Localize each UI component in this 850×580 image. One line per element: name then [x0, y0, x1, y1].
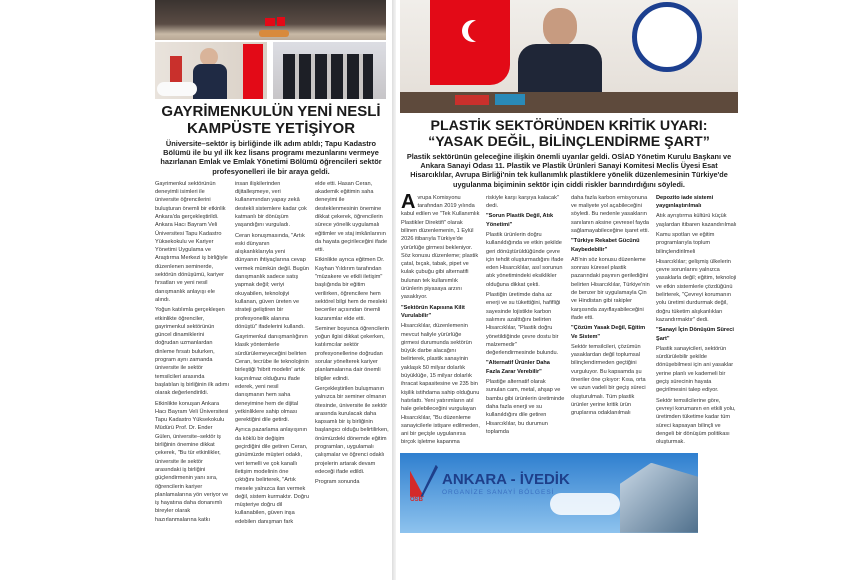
left-column-1: [155, 180, 229, 528]
paragraph: Plastik sanayicileri, sektörün sürdürülebilir şekilde dönüşebilmesi için ani yasaklar yerine planlı ve kademeli bir geçiş sürecinin hayata geçirilmesini talep ediyor.: [656, 345, 734, 394]
paragraph: Ceran konuşmasında, "Artık eski dünyanın alışkanlıklarıyla yeni dünyanın ihtiyaçlarına cevap vermek mümkün değil. Bugün danışmanlık sadece satış yapmak değil; veriyi okuyabilen, teknolojiyi kullanan, güven üreten ve strateji geliştiren bir profesyonellik alanına dönüştü" ifadelerini kullandı.: [235, 232, 309, 330]
paragraph: Etkinlikte konuşan Ankara Hacı Bayram Veli Üniversitesi Tapu Kadastro Yüksekokulu Müdürü Prof. Dr. Ender Gülen, üniversite–sektör iş birliğinin önemine dikkat çekerek, "Bu tür etkinlikler, üniversite ile sektör arasındaki iş birliğini güçlendirmenin yanı sıra, öğrencilerin kariyer planlamalarına yön veriyor ve iş hayatına daha donanımlı bireyler olarak hazırlanmalarına katkı: [155, 400, 229, 523]
paragraph: AB'nin söz konusu düzenleme sonrası küresel plastik pazarındaki payının gerilediğini belirten Hisarcıklılar, Türkiye'nin de benzer bir uygulamayla Çin ve Hindistan gibi rakipler karşısında zayıflayabileceğini ifade etti.: [571, 256, 650, 321]
paragraph: Plastiğin üretimde daha az enerji ve su tükettiğini, hafifliği sayesinde lojistikte karbon salımını azalttığını belirten Hisarcıklılar, "Plastik doğru yönetildiğinde çevre dostu bir malzemedir" değerlendirmesinde bulundu.: [486, 292, 561, 357]
paragraph: Ayrıca pazarlama anlayışının da köklü bir değişim geçirdiğini dile getiren Ceran, günümüzde müşteri odaklı, veri temelli ve çok kanallı iletişim modelinin öne çıktığını belirterek, "Artık mesele yalnızca ilan vermek değil, sistem kurmaktır. Doğru müşteriye doğru dil kullanabilen, güven inşa edebilen danışman fark: [235, 427, 309, 525]
right-headline-line-2: “YASAK DEĞİL, BİLİNÇLENDİRME ŞART”: [428, 134, 710, 150]
paragraph: Etkinlikte ayrıca eğitmen Dr. Kayhan Yıldırım tarafından "müzakere ve etkili iletişim" başlığında bir eğitim verilirken, öğrencilere hem sektörel bilgi hem de mesleki beceriler açısından önemli kazanımlar elde etti.: [315, 257, 387, 322]
paragraph: Seminer boyunca öğrencilerin yoğun ilgisi dikkat çekerken, katılımcılar sektör profesyonellerine doğrudan sorular yönelterek kariyer planlamalarına dair önemli bilgiler edindi.: [315, 325, 390, 382]
right-column-2: [486, 194, 565, 449]
right-column-4: [656, 194, 739, 449]
subheading: Depozito iade sistemi yaygınlaştırılmalı: [656, 194, 714, 210]
right-column-1: [401, 190, 480, 449]
paragraph: daha fazla karbon emisyonuna ve maliyete yol açabileceğini söyledi. Bu nedenle yasakların sanılanın aksine çevresel fayda sağlamayabileceğine işaret etti.: [571, 194, 650, 234]
right-page: [396, 0, 746, 533]
paragraph: vrupa Komisyonu tarafından 2019 yılında kabul edilen ve "Tek Kullanımlık Plastikler Direktifi" olarak bilinen düzenlemenin, 1 Eylül 2026 itibarıyla Türkiye'de yürürlüğe girmesi bekleniyor. Söz konusu düzenleme; plastik çatal, bıçak, tabak, pipet ve kulak çubuğu gibi alternatifi bulunan tek kullanımlık ürünlerin piyasaya arzını yasaklıyor.: [401, 194, 480, 301]
paragraph: elde etti. Hasan Ceran, akademik eğitimin saha deneyimi ile desteklenmesinin önemine dikkat çekerek, öğrencilerin sürece yönelik uygulamalı eğitimler ve staj imkânlarının da hayata geçirileceğini ifade etti.: [315, 180, 388, 254]
osb-logo: OSB: [410, 465, 438, 505]
paragraph: Hisarcıklılar, düzenlemenin mevcut haliyle yürürlüğe girmesi durumunda sektörün büyük darbe alacağını belirterek, plastik sanayinin yaklaşık 50 milyar dolarlık büyüklüğe, 15 milyar dolarlık ihracat kapasitesine ve 235 bin kişilik istihdama sahip olduğunu hatırlattı. Yeni yatırımların atıl hale gelebileceğini vurgulayan Hisarcıklılar, "Bu düzenleme sanayicilerle istişare edilmeden, ani bir geçişle uygulanırsa birçok işletme kapanma: [401, 323, 480, 446]
right-deck: Plastik sektörünün geleceğine ilişkin önemli uyarılar geldi. OSİAD Yönetim Kurulu Başkanı ve Ankara Sanayi Odası 11. Plastik ve Plastik Ürünleri Sanayi Komitesi Meclis Üyesi Esat Hisarcıklılar, Avrupa Birliği'nin tek kullanımlık plastiklere yönelik düzenlemesinin Türkiye'de uygulanma biçiminin sektör için ciddi riskler barındırdığını söyledi.: [406, 152, 732, 189]
paragraph: Kamu spotları ve eğitim programlarıyla toplum bilinçlendirilmeli: [656, 232, 715, 255]
paragraph: Plastik ürünlerin doğru kullanıldığında ve etkin şekilde geri dönüştürüldüğünde çevre için tehdit oluşturmadığını ifade eden Hisarcıklılar, asıl sorunun atık yönetimindeki eksiklikler olduğuna dikkat çekti.: [486, 232, 564, 288]
drop-cap: A: [401, 190, 416, 213]
subheading: "Çözüm Yasak Değil, Eğitim Ve Sistem": [571, 325, 646, 340]
paragraph: Yoğun katılımla gerçekleşen etkinlikte öğrenciler, gayrimenkul sektörünün güncel dinamiklerini doğrudan uzmanlardan dinleme fırsatı bulurken, program aynı zamanda üniversite ile sektör temsilcileri arasında başlatılan iş birliğinin ilk adımı olarak değerlendirildi.: [155, 307, 229, 397]
paragraph: Atık ayrıştırma kültürü küçük yaşlardan itibaren kazandırılmalı: [656, 213, 737, 228]
paragraph: Sektör temsilcileri, çözümün yasaklardan değil toplumsal bilinçlendirmeden geçtiğini vurguluyor. Bu kapsamda şu öneriler öne çıkıyor: Kısa, orta ve uzun vadeli bir geçiş süreci oluşturulmalı. Tüm plastik ürünler yerine kritik ürün gruplarına odaklanılmalı: [571, 343, 646, 417]
portrait-photo: [400, 0, 738, 113]
award-photo: [273, 42, 386, 99]
group-photo: [155, 0, 386, 40]
advert-title: ANKARA - İVEDİK: [442, 470, 570, 488]
paragraph: Hisarcıklılar; gelişmiş ülkelerin çevre sorunlarını yalnızca yasaklarla değil; eğitim, teknoloji ve etkin sistemlerle çözdüğünü belirterek, "Çevreyi korumanın yolu üretimi durdurmak değil, doğru tüketim alışkanlıkları kazandırmaktır" dedi.: [656, 258, 737, 323]
left-column-3: [315, 180, 389, 528]
right-headline: [400, 118, 738, 150]
paragraph: insan ilişkilerinden dijitalleşmeye, veri kullanımından yapay zekâ destekli sistemlere kadar çok katmanlı bir dönüşüm yaşandığını vurguladı.: [235, 180, 307, 229]
paragraph: Program sonunda: [315, 479, 360, 486]
left-headline: GAYRİMENKULÜN YENİ NESLİ KAMPÜSTE YETİŞİYOR: [161, 103, 381, 137]
paragraph: Gayrimenkul danışmanlığının klasik yöntemlerle sürdürülemeyeceğini belirten Ceran, tecrübe ile teknolojinin birleştiği 'hibrit modelin' artık kaçınılmaz olduğunu ifade ederek, yeni nesil danışmanın hem saha deneyimine hem de dijital yetkinliklere sahip olması gerektiğini dile getirdi.: [235, 334, 309, 424]
speaker-photo: [155, 42, 267, 99]
paragraph: Gayrimenkul sektörünün deneyimli isimleri ile üniversite öğrencilerini buluşturan önemli bir etkinlik Ankara'da gerçekleştirildi. Ankara Hacı Bayram Veli Üniversitesi Tapu Kadastro Yüksekokulu ve Kariyer Yönetimi Uygulama ve Araştırma Merkezi iş birliğiyle düzenlenen seminerde, sektörün dönüşümü, kariyer fırsatları ve yeni nesil danışmanlık anlayışı ele alındı.: [155, 180, 228, 303]
paragraph: Sektör temsilcilerine göre, çevreyi korumanın en etkili yolu, üretimden tüketime kadar tüm süreci kapsayan bilinçli ve dengeli bir dönüşüm politikası oluşturmak.: [656, 397, 736, 446]
left-deck: Üniversite–sektör iş birliğinde ilk adım atıldı; Tapu Kadastro Bölümü ile bu yıl ilk kez lisans programı mezunlarını vermeye hazırlanan Emlak ve Emlak Yönetimi Bölümü öğrencileri sektör profesyonelleri ile bir araya geldi.: [160, 139, 382, 176]
paragraph: Plastiğe alternatif olarak sunulan cam, metal, ahşap ve bambu gibi ürünlerin üretiminde daha fazla enerji ve su kullanıldığını dile getiren Hisarcıklılar, bu durumun toplamda: [486, 379, 565, 435]
right-headline-line-1: PLASTİK SEKTÖRÜNDEN KRİTİK UYARI:: [430, 118, 708, 134]
subheading: "Alternatif Ürünler Daha Fazla Zarar Verebilir": [486, 360, 550, 375]
paragraph: riskiyle karşı karşıya kalacak" dedi.: [486, 194, 559, 210]
subheading: "Sorun Plastik Değil, Atık Yönetimi": [486, 213, 554, 228]
subheading: "Türkiye Rekabet Gücünü Kaybedebilir": [571, 238, 640, 253]
subheading: "Sektörün Kapısına Kilit Vurulabilir": [401, 304, 465, 319]
ivedik-osb-advert: [400, 453, 698, 533]
right-column-3: [571, 194, 650, 449]
paragraph: Gerçekleştirilen buluşmanın yalnızca bir seminer olmanın ötesinde, üniversite ile sektör arasında kurulacak daha kapsamlı bir iş birliğinin başlangıcı olduğu belirtilirken, önümüzdeki dönemde eğitim programları, uygulamalı çalışmalar ve öğrenci odaklı projelerin artarak devam edeceği ifade edildi.: [315, 385, 389, 475]
subheading: "Sanayi İçin Dönüşüm Süreci Şart": [656, 327, 734, 342]
left-page: [150, 0, 392, 528]
advert-subtitle: ORGANİZE SANAYİ BÖLGESİ: [442, 488, 555, 496]
left-column-2: [235, 180, 309, 528]
